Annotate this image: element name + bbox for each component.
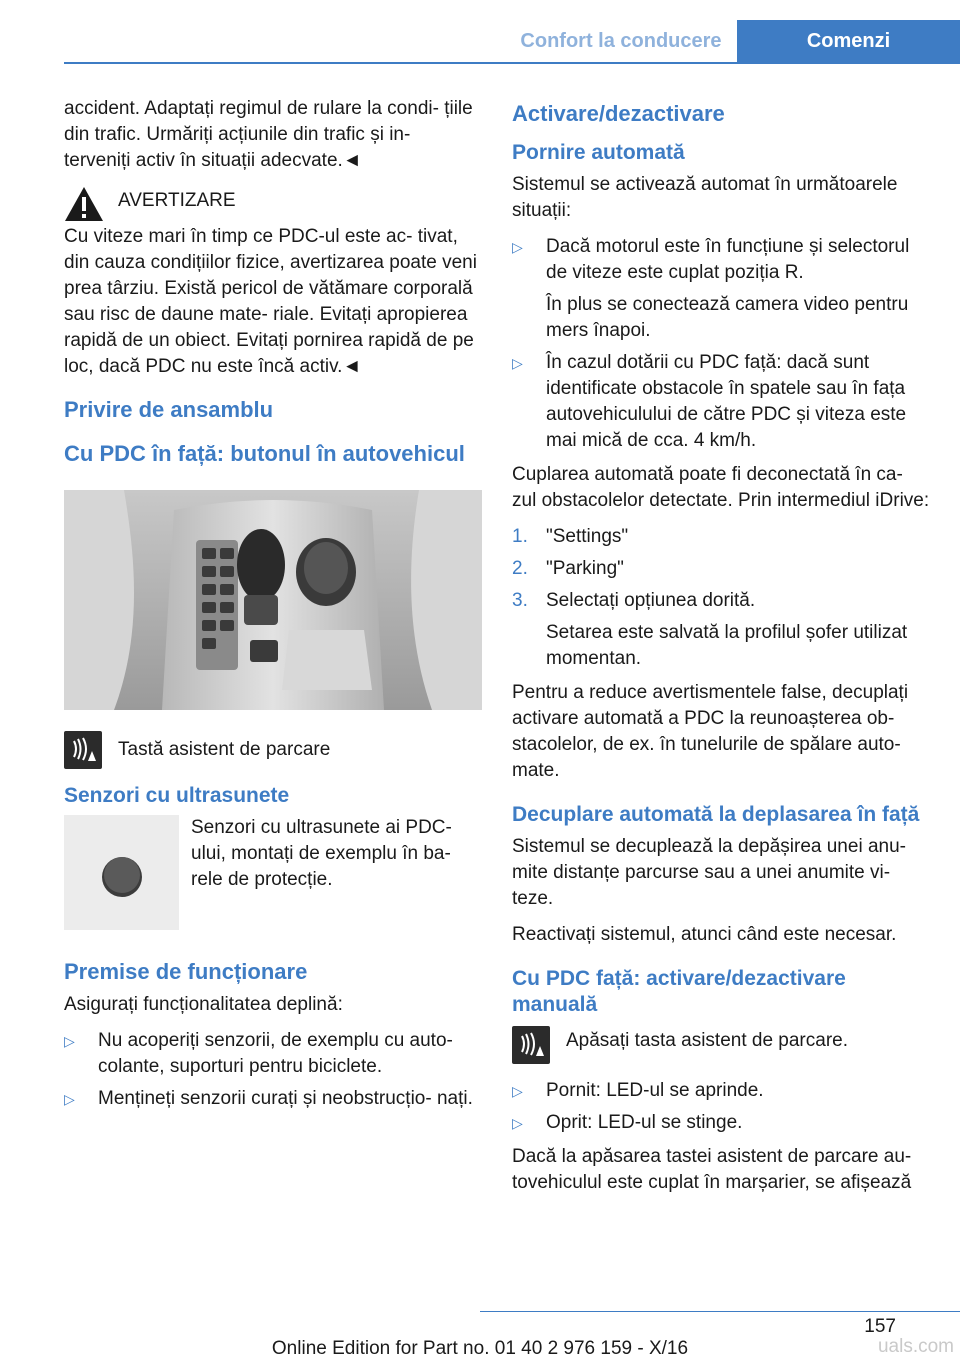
right-column bbox=[512, 96, 930, 1206]
manual-caption-text: Apăsați tasta asistent de parcare. bbox=[566, 1030, 848, 1051]
manual-list bbox=[512, 1078, 930, 1136]
sensor-image bbox=[64, 815, 179, 930]
prerequisites-intro: Asigurați funcționalitatea deplină: bbox=[64, 994, 343, 1015]
warning-triangle-icon bbox=[64, 186, 104, 222]
step-text: "Parking" bbox=[546, 558, 624, 579]
warning-block bbox=[64, 186, 482, 222]
header-rule bbox=[64, 62, 960, 64]
sensor-block bbox=[64, 815, 482, 930]
step-text: "Settings" bbox=[546, 526, 629, 547]
list-item bbox=[512, 350, 930, 454]
list-item-text: Dacă motorul este în funcțiune și selectorul de viteze este cuplat poziția R. bbox=[546, 236, 910, 283]
idrive-steps bbox=[512, 524, 930, 672]
step-number: 1. bbox=[512, 526, 528, 547]
heading-prerequisites: Premise de funcționare bbox=[64, 959, 308, 984]
decouple-paragraph: Sistemul se decuplează la depășirea unei anu‐ mite distanțe parcurse sau a unei anumite vi‐ teze. bbox=[512, 836, 906, 909]
left-column bbox=[64, 96, 482, 1120]
step-item bbox=[512, 556, 930, 582]
manual-caption bbox=[512, 1026, 930, 1064]
pdc-parking-assistant-icon bbox=[64, 731, 102, 769]
heading-auto-decouple: Decuplare automată la deplasarea în față bbox=[512, 803, 920, 826]
intro-paragraph: accident. Adaptați regimul de rulare la condi‐ țiile din trafic. Urmăriți acțiunile din trafic și in‐ terveniți activ în situații adecvate.◄ bbox=[64, 98, 473, 171]
warning-body: Cu viteze mari în timp ce PDC-ul este ac‐ tivat, din cauza condițiilor fizice, avertizarea poate veni prea târziu. Există pericol de vătămare corporală sau risc de daune mate‐ riale. Evitați apropierea rapidă de un obiect. Evitați pornirea rapidă de pe loc, dacă PDC nu este încă activ.◄ bbox=[64, 226, 477, 377]
bullet-triangle-icon: ▷ bbox=[512, 239, 523, 255]
footer-rule bbox=[480, 1311, 960, 1312]
step-number: 2. bbox=[512, 558, 528, 579]
list-item-text: Pornit: LED-ul se aprinde. bbox=[546, 1080, 764, 1101]
edition-note: Online Edition for Part no. 01 40 2 976 159 - X/16 bbox=[271, 1338, 689, 1359]
heading-overview: Privire de ansamblu bbox=[64, 397, 274, 422]
step-text: Selectați opțiunea dorită. bbox=[546, 590, 756, 611]
heading-auto-start: Pornire automată bbox=[512, 141, 685, 164]
list-item bbox=[64, 1086, 482, 1112]
auto-off-paragraph: Cuplarea automată poate fi deconectată în ca‐ zul obstacolelor detectate. Prin intermediul iDrive: bbox=[512, 464, 930, 511]
bullet-triangle-icon: ▷ bbox=[512, 1115, 523, 1131]
reactivate-paragraph: Reactivați sistemul, atunci când este necesar. bbox=[512, 924, 897, 945]
header-section-tab: Confort la conducere bbox=[520, 29, 722, 52]
warning-title: AVERTIZARE bbox=[118, 190, 236, 211]
page-number: 157 bbox=[864, 1316, 896, 1337]
list-item bbox=[512, 234, 930, 344]
step-subtext: Setarea este salvată la profilul șofer utilizat momentan. bbox=[546, 622, 908, 669]
list-item-subtext: În plus se conectează camera video pentru mers înapoi. bbox=[546, 294, 909, 341]
bullet-triangle-icon: ▷ bbox=[64, 1033, 75, 1049]
auto-start-list bbox=[512, 234, 930, 454]
caption-text: Tastă asistent de parcare bbox=[118, 739, 331, 760]
bullet-triangle-icon: ▷ bbox=[512, 355, 523, 371]
bullet-triangle-icon: ▷ bbox=[512, 1083, 523, 1099]
false-alarm-paragraph: Pentru a reduce avertismentele false, decuplați activare automată a PDC la reunoașterea ob‐ stacolelor, de ex. în tunelurile de spălare auto‐ mate. bbox=[512, 682, 909, 781]
list-item bbox=[512, 1110, 930, 1136]
heading-button-in-vehicle: Cu PDC în față: butonul în autovehicul bbox=[64, 441, 465, 466]
prerequisites-list bbox=[64, 1028, 482, 1112]
heading-manual: Cu PDC față: activare/dezactivare manuală bbox=[512, 967, 846, 1016]
list-item-text: Mențineți senzorii curați și neobstrucțio‐ nați. bbox=[98, 1088, 473, 1109]
auto-start-intro: Sistemul se activează automat în următoarele situații: bbox=[512, 174, 898, 221]
heading-ultrasonic-sensors: Senzori cu ultrasunete bbox=[64, 784, 290, 807]
watermark: uals.com bbox=[877, 1336, 954, 1357]
list-item bbox=[512, 1078, 930, 1104]
center-console-photo bbox=[64, 490, 482, 710]
step-number: 3. bbox=[512, 590, 528, 611]
sensor-description: Senzori cu ultrasunete ai PDC-ului, montați de exemplu în ba‐ rele de protecție. bbox=[191, 817, 452, 890]
pdc-parking-assistant-icon bbox=[512, 1026, 550, 1064]
reverse-paragraph: Dacă la apăsarea tastei asistent de parcare au‐ tovehiculul este cuplat în marșarier, se afișează bbox=[512, 1146, 912, 1193]
bullet-triangle-icon: ▷ bbox=[64, 1091, 75, 1107]
step-item bbox=[512, 524, 930, 550]
step-item bbox=[512, 588, 930, 672]
list-item bbox=[64, 1028, 482, 1080]
header-chapter-tab: Comenzi bbox=[737, 20, 960, 62]
list-item-text: În cazul dotării cu PDC față: dacă sunt identificate obstacole în spatele sau în fața autovehiculului de către PDC și viteza este mai mică de cca. 4 km/h. bbox=[546, 352, 907, 451]
button-caption bbox=[64, 731, 482, 769]
list-item-text: Nu acoperiți senzorii, de exemplu cu auto‐ colante, suporturi pentru biciclete. bbox=[98, 1030, 453, 1077]
heading-activation: Activare/dezactivare bbox=[512, 101, 725, 126]
list-item-text: Oprit: LED-ul se stinge. bbox=[546, 1112, 743, 1133]
